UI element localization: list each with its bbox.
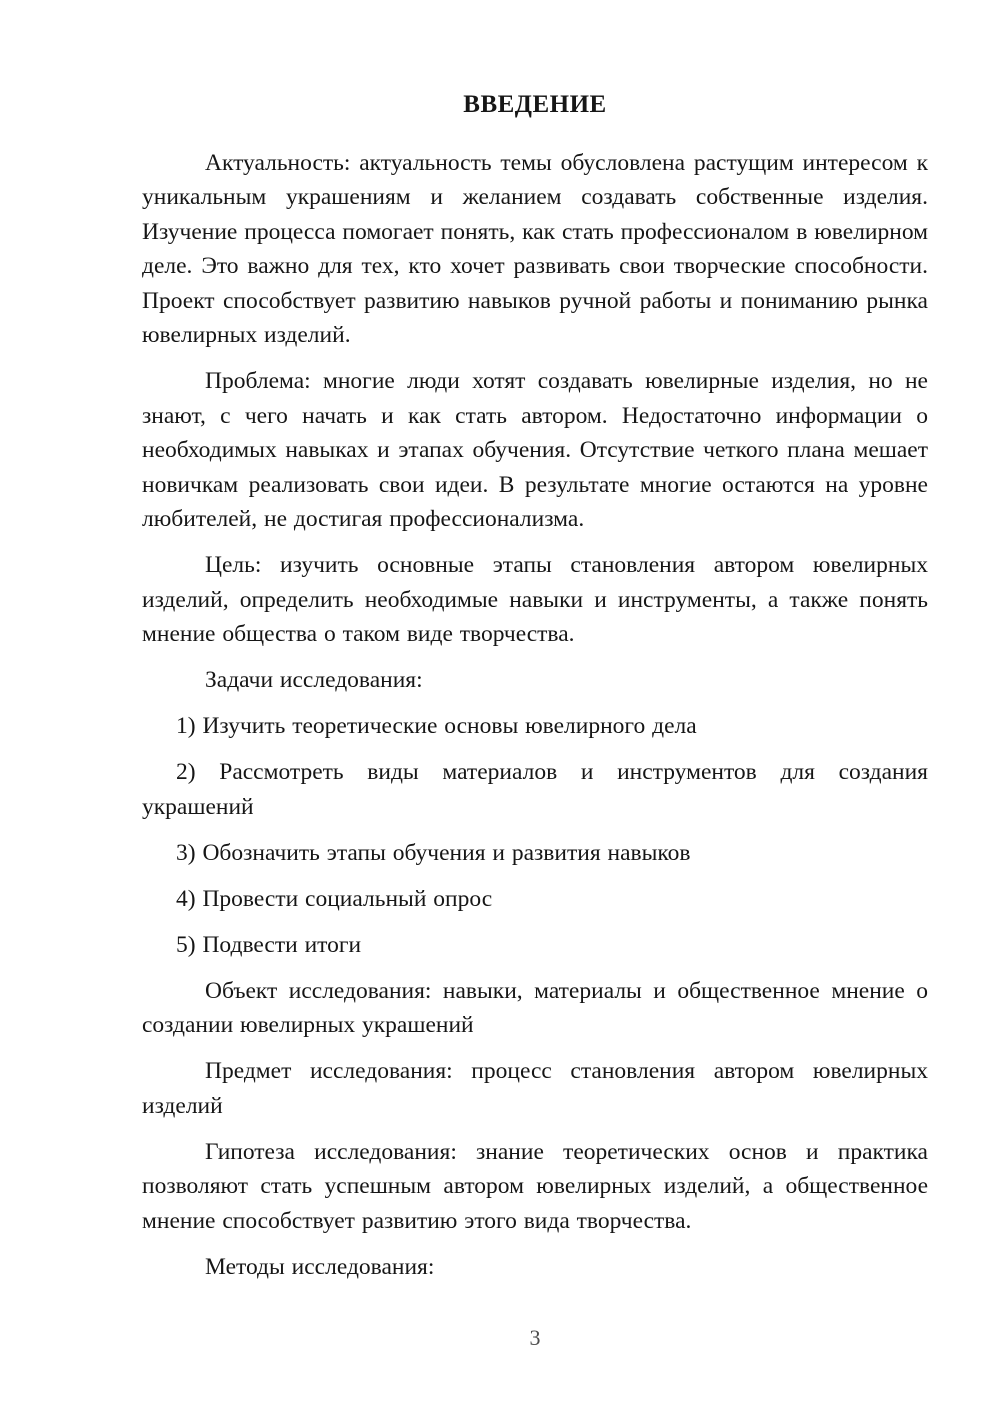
paragraph-hypothesis: Гипотеза исследования: знание теоретических основ и практика позволяют стать успешным автором ювелирных изделий, а общественное мнение способствует развитию этого вида творчества. bbox=[142, 1138, 928, 1234]
task-item-3: 3) Обозначить этапы обучения и развития навыков bbox=[176, 839, 691, 866]
paragraph-subject: Предмет исследования: процесс становления автором ювелирных изделий bbox=[142, 1058, 928, 1119]
task-item-5: 5) Подвести итоги bbox=[176, 931, 362, 958]
page-number: 3 bbox=[529, 1325, 541, 1350]
page-title bbox=[142, 88, 928, 123]
paragraph-relevance: Актуальность: актуальность темы обусловлена растущим интересом к уникальным украшениям и желанием создавать собственные изделия. Изучение процесса помогает понять, как стать профессионалом в ювелирном деле. Это важно для тех, кто хочет развивать свои творческие способности. Проект способствует развитию навыков ручной работы и пониманию рынка ювелирных изделий. bbox=[142, 149, 928, 348]
task-item-4: 4) Провести социальный опрос bbox=[176, 885, 493, 912]
paragraph-goal: Цель: изучить основные этапы становления автором ювелирных изделий, определить необходимые навыки и инструменты, а также понять мнение общества о таком виде творчества. bbox=[142, 552, 928, 647]
page-title-text: ВВЕДЕНИЕ bbox=[463, 91, 607, 118]
task-item-1: 1) Изучить теоретические основы ювелирного дела bbox=[176, 713, 697, 739]
tasks-heading: Задачи исследования: bbox=[205, 667, 423, 693]
paragraph-problem: Проблема: многие люди хотят создавать ювелирные изделия, но не знают, с чего начать и как стать автором. Недостаточно информации о необходимых навыках и этапах обучения. Отсутствие четкого плана мешает новичкам реализовать свои идеи. В результате многие остаются на уровне любителей, не достигая профессионализма. bbox=[142, 368, 928, 532]
methods-heading: Методы исследования: bbox=[205, 1253, 435, 1280]
document-body bbox=[142, 88, 928, 1296]
task-item-2: 2) Рассмотреть виды материалов и инструментов для создания украшений bbox=[142, 759, 928, 820]
paragraph-object: Объект исследования: навыки, материалы и общественное мнение о создании ювелирных украшений bbox=[142, 977, 928, 1038]
